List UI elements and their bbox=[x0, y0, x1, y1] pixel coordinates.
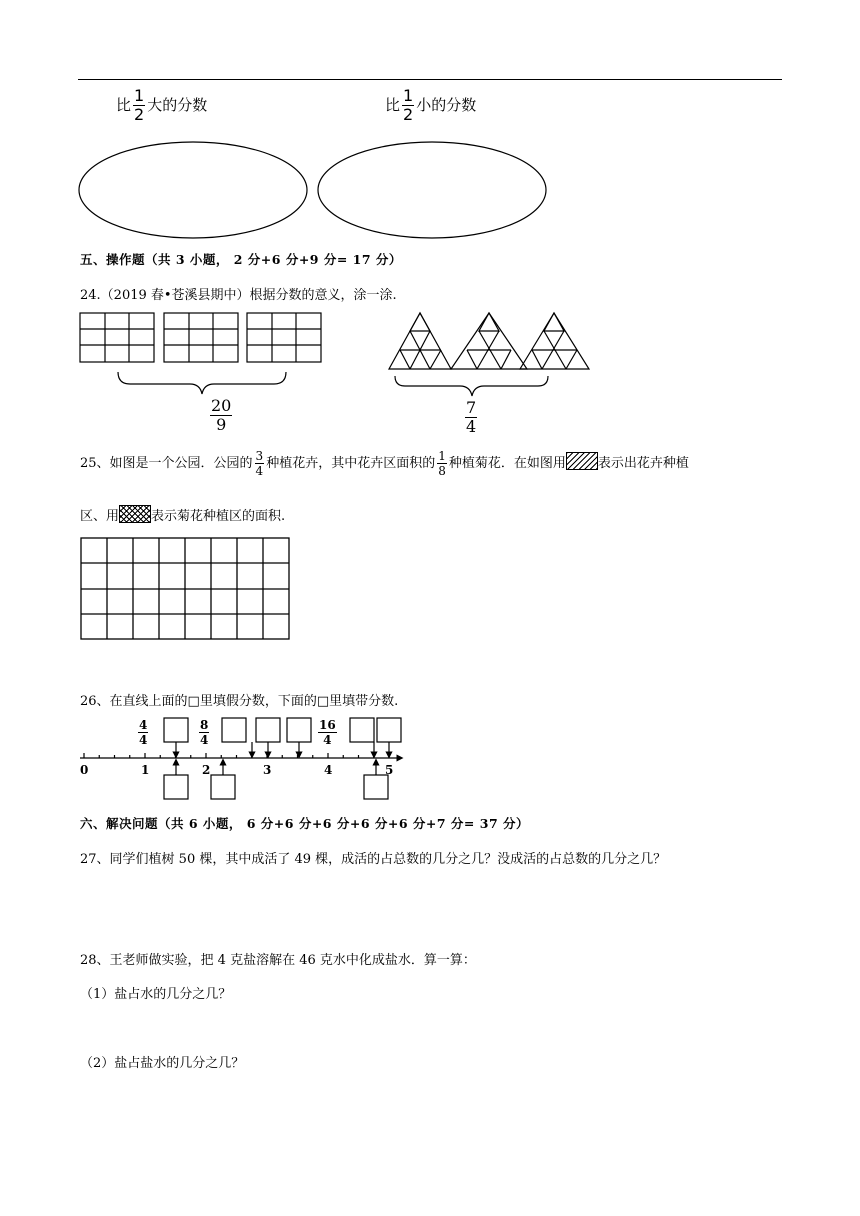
section-5-title: 五、操作题（共 3 小题， 2 分+6 分+9 分= 17 分） bbox=[80, 252, 402, 267]
q25-line1: 25、如图是一个公园．公园的 $\frac{3}{4}$ 种植花卉，其中花卉区面积的 $\frac{1}{8}$ 种植菊花．在如图用 表示出花卉种植 bbox=[80, 449, 689, 478]
q24-text: 24.（2019 春•苍溪县期中）根据分数的意义，涂一涂. bbox=[80, 288, 397, 303]
tick-label: 0 bbox=[80, 763, 89, 777]
top-frac-4-4: $\frac{4}{4}$ bbox=[139, 718, 148, 747]
q25-line2: 区、用 表示菊花种植区的面积. bbox=[80, 505, 285, 524]
q28-sub2: （2）盐占盐水的几分之几？ bbox=[80, 1056, 245, 1071]
tick-label: 5 bbox=[385, 763, 394, 777]
q28-sub1: （1）盐占水的几分之几？ bbox=[80, 987, 232, 1002]
section-6-title: 六、解决问题（共 6 小题， 6 分+6 分+6 分+6 分+6 分+7 分= 37 分） bbox=[80, 816, 529, 831]
q28-text: 28、王老师做实验，把 4 克盐溶解在 46 克水中化成盐水．算一算： bbox=[80, 953, 476, 968]
label-greater-than-half: 比 $\frac{1}{2}$ 大的分数 bbox=[116, 86, 208, 124]
tick-label: 2 bbox=[202, 763, 211, 777]
tick-label: 4 bbox=[324, 763, 333, 777]
q26-text: 26、在直线上面的□里填假分数，下面的□里填带分数. bbox=[80, 694, 399, 709]
fraction-20-9: $\frac{20}{9}$ bbox=[211, 396, 232, 434]
q27-text: 27、同学们植树 50 棵，其中成活了 49 棵，成活的占总数的几分之几？没成活的占总数的几分之几？ bbox=[80, 852, 667, 867]
label-less-than-half: 比 $\frac{1}{2}$ 小的分数 bbox=[385, 86, 477, 124]
tick-label: 1 bbox=[141, 763, 150, 777]
top-frac-16-4: $\frac{16}{4}$ bbox=[319, 718, 336, 747]
fraction-7-4: $\frac{7}{4}$ bbox=[466, 398, 477, 436]
top-frac-8-4: $\frac{8}{4}$ bbox=[200, 718, 209, 747]
tick-label: 3 bbox=[263, 763, 272, 777]
